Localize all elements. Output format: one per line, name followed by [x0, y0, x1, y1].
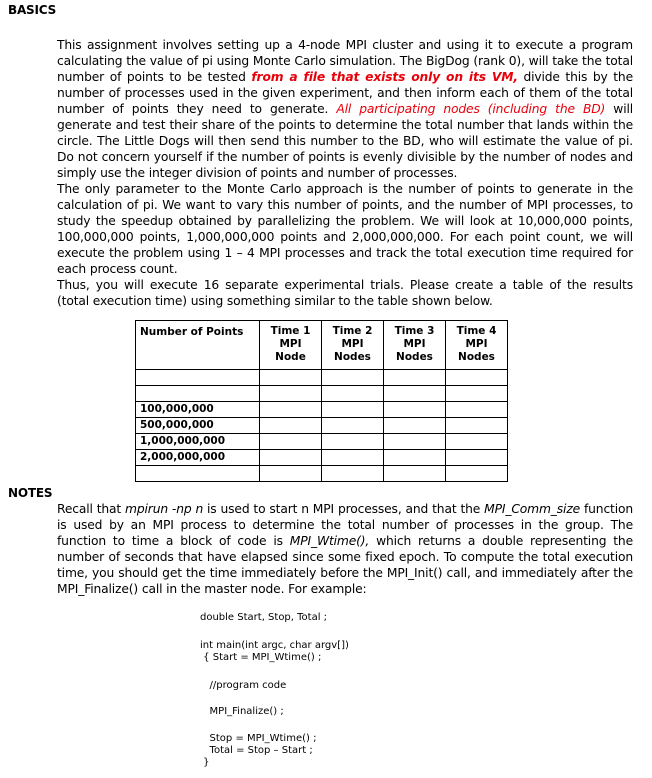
- p1-red-emphasis-2: All participating nodes (including the BD): [336, 102, 606, 116]
- table-row: [136, 418, 508, 434]
- code-line-2: int main(int argc, char argv[]): [200, 640, 349, 651]
- basics-paragraph-3: Thus, you will execute 16 separate experimental trials. Please create a table of the results (total execution time) using something similar to the table shown below.: [57, 278, 633, 308]
- table-row: [136, 386, 508, 402]
- row-label: 2,000,000,000: [136, 450, 260, 466]
- notes-text-1: Recall that: [57, 502, 126, 516]
- code-line-7: Total = Stop – Start ;: [200, 745, 313, 756]
- code-line-3: { Start = MPI_Wtime() ;: [200, 652, 322, 663]
- row-label: 1,000,000,000: [136, 434, 260, 450]
- row-label: 100,000,000: [136, 402, 260, 418]
- notes-italic-1: mpirun -np n: [125, 502, 204, 516]
- table-row: [136, 434, 508, 450]
- notes-text-4: which returns a double representing the number of seconds that have elapsed since some fixed epoch. To compute the total execution time, you should get the time immediately before the MPI_Init() call, and immediately after the MPI_Finalize() call in the master node. For example:: [57, 534, 633, 596]
- p1-text-1: This assignment involves setting up a 4-node MPI cluster and using it to execute a program calculating the value of pi using Monte Carlo simulation. The BigDog (rank 0), will take the total number of points to be tested: [57, 38, 633, 84]
- header-time-2: Time 2 MPI Nodes: [322, 321, 384, 370]
- header-time-3: Time 3 MPI Nodes: [384, 321, 446, 370]
- table-row: [136, 370, 508, 386]
- p1-red-emphasis-1: from a file that exists only on its VM,: [251, 70, 518, 84]
- basics-paragraph-2: The only parameter to the Monte Carlo approach is the number of points to generate in the calculation of pi. We want to vary this number of points, and the number of MPI processes, to study the speedup obtained by parallelizing the problem. We will look at 10,000,000 points, 100,000,000 points, 1,000,000,000 points and 2,000,000,000. For each point count, we will execute the problem using 1 – 4 MPI processes and track the total execution time required for each process count.: [57, 182, 633, 276]
- table-row: [136, 402, 508, 418]
- table-header-row: [136, 321, 508, 370]
- basics-paragraph-1: [57, 37, 633, 181]
- header-time-4: Time 4 MPI Nodes: [446, 321, 508, 370]
- notes-italic-3: MPI_Wtime(),: [289, 534, 370, 548]
- notes-paragraph: [57, 501, 633, 597]
- table-row: [136, 466, 508, 482]
- notes-italic-2: MPI_Comm_size: [484, 502, 581, 516]
- p1-text-2: divide this by the number of processes used in the given experiment, and then inform each of them of the total number of points they need to generate.: [57, 70, 633, 116]
- code-line-1: double Start, Stop, Total ;: [200, 612, 328, 623]
- basics-heading: BASICS: [8, 3, 57, 17]
- notes-heading: NOTES: [8, 486, 53, 500]
- row-label: 500,000,000: [136, 418, 260, 434]
- code-line-4: //program code: [200, 680, 287, 691]
- notes-text-2: is used to start n MPI processes, and that the: [203, 502, 485, 516]
- p1-text-3: will generate and test their share of the points to determine the total number that lands within the circle. The Little Dogs will then send this number to the BD, who will estimate the value of pi. Do not concern yourself if the number of points is evenly divisible by the number of nodes and simply use the integer division of points and number of processes.: [57, 102, 634, 180]
- header-number-of-points: Number of Points: [136, 321, 260, 370]
- header-time-1: Time 1 MPI Node: [260, 321, 322, 370]
- results-table: [135, 320, 508, 482]
- table-row: [136, 450, 508, 466]
- code-line-5: MPI_Finalize() ;: [200, 706, 284, 717]
- code-line-8: }: [200, 757, 210, 768]
- notes-text-3: function is used by an MPI process to determine the total number of processes in the group. The function to time a block of code is: [57, 502, 634, 548]
- code-line-6: Stop = MPI_Wtime() ;: [200, 733, 317, 744]
